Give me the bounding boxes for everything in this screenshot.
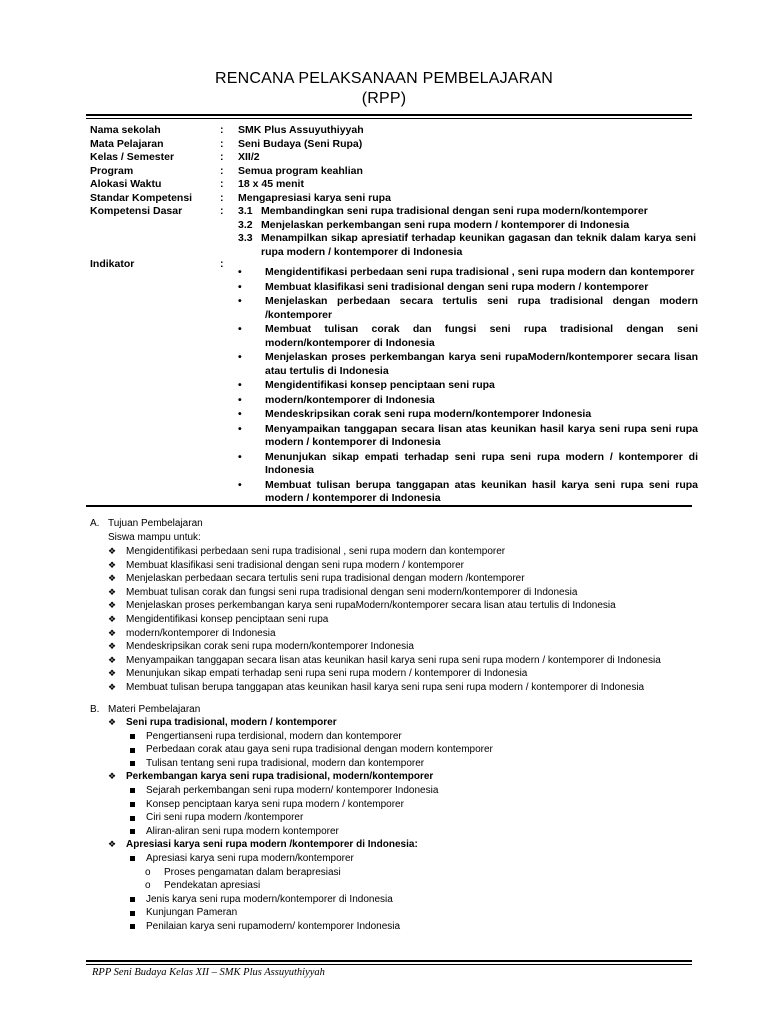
info-colon: : bbox=[220, 258, 224, 270]
kd-item bbox=[238, 232, 696, 260]
bullet-icon: • bbox=[238, 393, 242, 406]
tujuan-item: ❖ Menyampaikan tanggapan secara lisan atas keunikan hasil karya seni rupa seni rupa modern / kontemporer di Indonesia bbox=[108, 654, 661, 666]
diamond-bullet-icon: ❖ bbox=[108, 600, 117, 611]
indikator-item: • Menjelaskan perbedaan secara tertulis seni rupa tradisional dengan modern /kontemporer bbox=[238, 295, 698, 321]
kd-item bbox=[238, 205, 696, 219]
info-colon: : bbox=[220, 124, 224, 136]
bullet-icon: • bbox=[238, 351, 242, 363]
indikator-item: • Mengidentifikasi perbedaan seni rupa tradisional , seni rupa modern dan kontemporer bbox=[238, 266, 695, 278]
square-bullet-icon bbox=[130, 911, 135, 916]
bullet-icon: • bbox=[238, 266, 242, 278]
materi-item: Konsep penciptaan karya seni rupa modern / kontemporer bbox=[108, 798, 708, 812]
diamond-bullet-icon: ❖ bbox=[108, 717, 117, 727]
info-colon: : bbox=[220, 137, 224, 150]
tujuan-item: ❖ Menjelaskan perbedaan secara tertulis seni rupa tradisional dengan modern /kontemporer bbox=[108, 573, 525, 585]
diamond-bullet-icon: ❖ bbox=[108, 681, 117, 692]
materi-item: Pengertianseni rupa terdisional, modern dan kontemporer bbox=[108, 730, 708, 744]
info-row-kelas-semester bbox=[90, 151, 695, 165]
footer-divider-thin bbox=[86, 964, 692, 965]
bullet-icon: • bbox=[238, 323, 242, 335]
info-colon: : bbox=[220, 151, 224, 163]
section-divider bbox=[86, 505, 692, 507]
tujuan-item: ❖ Menunjukan sikap empati terhadap seni rupa seni rupa modern / kontemporer di Indonesia bbox=[108, 668, 528, 680]
info-label: Alokasi Waktu bbox=[90, 178, 162, 190]
section-a-heading bbox=[90, 517, 390, 531]
diamond-bullet-icon: ❖ bbox=[108, 654, 117, 665]
materi-item: Penilaian karya seni rupamodern/ kontemporer Indonesia bbox=[108, 920, 708, 934]
materi-subitem: o Pendekatan apresiasi bbox=[145, 880, 261, 892]
kd-text: Membandingkan seni rupa tradisional dengan seni rupa modern/kontemporer bbox=[261, 205, 648, 217]
document-title: RENCANA PELAKSANAAN PEMBELAJARAN bbox=[214, 70, 554, 87]
info-label: Kompetensi Dasar bbox=[90, 205, 183, 217]
diamond-bullet-icon: ❖ bbox=[108, 771, 117, 782]
square-bullet-icon bbox=[130, 897, 135, 902]
info-row-nama-sekolah bbox=[90, 124, 695, 138]
info-value: 18 x 45 menit bbox=[238, 178, 304, 190]
diamond-bullet-icon: ❖ bbox=[108, 627, 117, 638]
info-label: Kelas / Semester bbox=[90, 151, 175, 163]
square-bullet-icon bbox=[130, 748, 135, 753]
materi-item: Ciri seni rupa modern /kontemporer bbox=[108, 811, 708, 825]
square-bullet-icon bbox=[130, 802, 135, 807]
kd-item bbox=[238, 219, 696, 233]
diamond-bullet-icon: ❖ bbox=[108, 668, 117, 679]
section-letter: B. bbox=[90, 704, 100, 715]
bullet-icon: • bbox=[238, 280, 242, 293]
kd-text: Menjelaskan perkembangan seni rupa modern / kontemporer di Indonesia bbox=[261, 218, 630, 231]
square-bullet-icon bbox=[130, 924, 135, 929]
materi-group-title: ❖ Seni rupa tradisional, modern / kontemporer bbox=[108, 717, 337, 728]
info-row-mata-pelajaran bbox=[90, 138, 695, 152]
tujuan-item: ❖ Mengidentifikasi perbedaan seni rupa tradisional , seni rupa modern dan kontemporer bbox=[108, 546, 506, 557]
square-bullet-icon bbox=[130, 788, 135, 793]
section-letter: A. bbox=[90, 518, 100, 529]
materi-group-title: ❖ Perkembangan karya seni rupa tradisional, modern/kontemporer bbox=[108, 771, 434, 783]
kd-number: 3.2 bbox=[238, 218, 253, 231]
indikator-item: • Membuat klasifikasi seni tradisional dengan seni rupa modern / kontemporer bbox=[238, 280, 649, 293]
diamond-bullet-icon: ❖ bbox=[108, 546, 117, 556]
kd-number: 3.3 bbox=[238, 232, 253, 244]
info-label: Mata Pelajaran bbox=[90, 137, 164, 150]
info-row-program bbox=[90, 165, 695, 179]
materi-item: Apresiasi karya seni rupa modern/kontemporer bbox=[108, 852, 708, 866]
bullet-icon: • bbox=[238, 379, 242, 391]
bullet-icon: • bbox=[238, 478, 242, 491]
materi-item: Kunjungan Pameran bbox=[108, 906, 708, 920]
info-value: XII/2 bbox=[238, 151, 260, 163]
info-colon: : bbox=[220, 178, 224, 190]
section-title: Materi Pembelajaran bbox=[108, 704, 201, 715]
bullet-icon: • bbox=[238, 450, 242, 463]
square-bullet-icon bbox=[130, 856, 135, 861]
tujuan-item: ❖ Membuat tulisan corak dan fungsi seni rupa tradisional dengan seni modern/kontemporer di Indonesia bbox=[108, 586, 578, 598]
square-bullet-icon bbox=[130, 829, 135, 834]
info-colon: : bbox=[220, 191, 224, 204]
header-divider bbox=[86, 114, 692, 116]
indikator-item: • Mendeskripsikan corak seni rupa modern/kontemporer Indonesia bbox=[238, 408, 592, 420]
diamond-bullet-icon: ❖ bbox=[108, 839, 117, 850]
tujuan-item: ❖ Mendeskripsikan corak seni rupa modern/kontemporer Indonesia bbox=[108, 641, 414, 653]
diamond-bullet-icon: ❖ bbox=[108, 586, 117, 597]
circle-bullet-icon: o bbox=[145, 880, 151, 892]
section-a-intro: Siswa mampu untuk: bbox=[108, 532, 201, 543]
materi-group-title: ❖ Apresiasi karya seni rupa modern /kontemporer di Indonesia: bbox=[108, 839, 418, 851]
indikator-item: • modern/kontemporer di Indonesia bbox=[238, 393, 435, 406]
indikator-item: • Menunjukan sikap empati terhadap seni rupa seni rupa modern / kontemporer di Indonesia bbox=[238, 450, 698, 476]
materi-item: Sejarah perkembangan seni rupa modern/ kontemporer Indonesia bbox=[108, 784, 708, 798]
info-colon: : bbox=[220, 164, 224, 177]
tujuan-item: ❖ Membuat klasifikasi seni tradisional dengan seni rupa modern / kontemporer bbox=[108, 559, 464, 571]
info-label: Indikator bbox=[90, 258, 135, 270]
info-value: SMK Plus Assuyuthiyyah bbox=[238, 124, 364, 136]
circle-bullet-icon: o bbox=[145, 866, 151, 878]
section-title: Tujuan Pembelajaran bbox=[108, 518, 203, 529]
document-subtitle: (RPP) bbox=[361, 90, 407, 107]
info-row-alokasi-waktu bbox=[90, 178, 695, 192]
tujuan-list bbox=[108, 545, 708, 695]
info-row-standar-kompetensi bbox=[90, 192, 695, 206]
diamond-bullet-icon: ❖ bbox=[108, 573, 117, 584]
diamond-bullet-icon: ❖ bbox=[108, 613, 117, 624]
info-value: Seni Budaya (Seni Rupa) bbox=[238, 137, 363, 150]
info-label: Standar Kompetensi bbox=[90, 191, 193, 204]
diamond-bullet-icon: ❖ bbox=[108, 559, 117, 570]
tujuan-item: ❖ modern/kontemporer di Indonesia bbox=[108, 627, 276, 639]
tujuan-item: ❖ Menjelaskan proses perkembangan karya seni rupaModern/kontemporer secara lisan atau tertulis di Indonesia bbox=[108, 600, 616, 612]
materi-item: Jenis karya seni rupa modern/kontemporer di Indonesia bbox=[108, 893, 708, 907]
info-label: Program bbox=[90, 164, 134, 177]
materi-subitem: o Proses pengamatan dalam berapresiasi bbox=[145, 866, 341, 878]
indikator-item: • Mengidentifikasi konsep penciptaan seni rupa bbox=[238, 379, 495, 391]
section-b-heading bbox=[90, 703, 390, 717]
indikator-item: • Menyampaikan tanggapan secara lisan atas keunikan hasil karya seni rupa seni rupa modern / kontemporer di Indonesia bbox=[238, 422, 698, 448]
info-label: Nama sekolah bbox=[90, 124, 161, 136]
indikator-item: • Membuat tulisan corak dan fungsi seni rupa tradisional dengan seni modern/kontemporer di Indonesia bbox=[238, 323, 698, 349]
materi-item: Perbedaan corak atau gaya seni rupa tradisional dengan modern kontemporer bbox=[108, 743, 708, 757]
kd-number: 3.1 bbox=[238, 205, 253, 217]
indikator-item: • Membuat tulisan berupa tanggapan atas keunikan hasil karya seni rupa seni rupa modern / kontemporer di Indonesia bbox=[238, 478, 698, 504]
indikator-list bbox=[232, 266, 698, 507]
header-divider-thin bbox=[86, 118, 692, 119]
materi-list bbox=[108, 716, 708, 934]
bullet-icon: • bbox=[238, 408, 242, 420]
square-bullet-icon bbox=[130, 816, 135, 821]
diamond-bullet-icon: ❖ bbox=[108, 641, 117, 652]
indikator-item: • Menjelaskan proses perkembangan karya seni rupaModern/kontemporer secara lisan atau tertulis di Indonesia bbox=[238, 351, 698, 377]
square-bullet-icon bbox=[130, 761, 135, 766]
info-value: Semua program keahlian bbox=[238, 164, 363, 177]
kd-text: Menampilkan sikap apresiatif terhadap keunikan gagasan dan teknik dalam karya seni rupa modern / kontemporer di Indonesia bbox=[261, 232, 696, 258]
info-colon: : bbox=[220, 205, 224, 217]
bullet-icon: • bbox=[238, 422, 242, 435]
materi-item: Aliran-aliran seni rupa modern kontemporer bbox=[108, 825, 708, 839]
footer-divider bbox=[86, 960, 692, 962]
square-bullet-icon bbox=[130, 734, 135, 739]
tujuan-item: ❖ Membuat tulisan berupa tanggapan atas keunikan hasil karya seni rupa seni rupa modern / kontemporer di Indonesia bbox=[108, 681, 645, 693]
tujuan-item: ❖ Mengidentifikasi konsep penciptaan seni rupa bbox=[108, 613, 329, 625]
info-value: Mengapresiasi karya seni rupa bbox=[238, 191, 391, 204]
materi-item: Tulisan tentang seni rupa tradisional, modern dan kontemporer bbox=[108, 757, 708, 771]
bullet-icon: • bbox=[238, 295, 242, 307]
page-footer: RPP Seni Budaya Kelas XII – SMK Plus Assuyuthiyyah bbox=[92, 967, 325, 978]
